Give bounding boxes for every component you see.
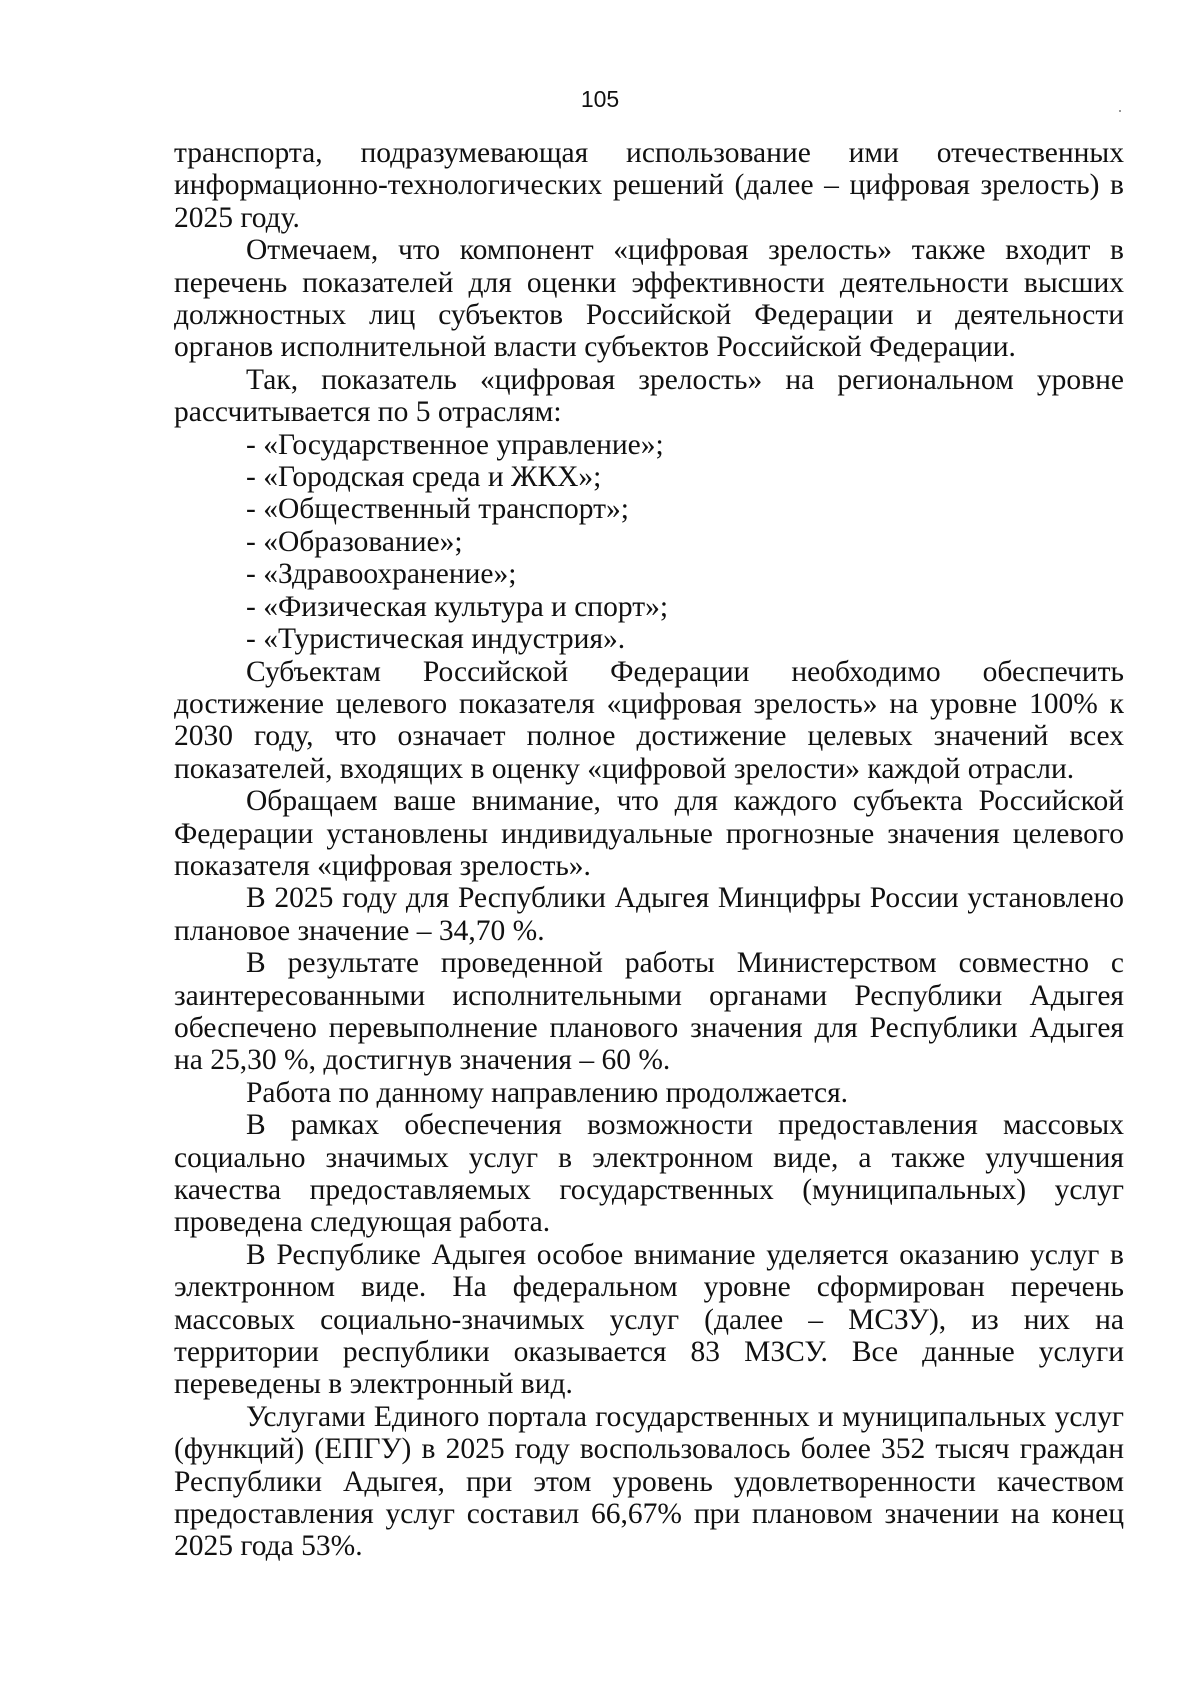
paragraph: транспорта, подразумевающая использование ими отечественных информационно-технологических решений (далее – цифровая зрелость) в 2025 году. xyxy=(174,137,1124,234)
list-item: - «Государственное управление»; xyxy=(246,428,664,461)
list-item: - «Здравоохранение»; xyxy=(246,558,517,591)
paragraph: В рамках обеспечения возможности предоставления массовых социально значимых услуг в электронном виде, а также улучшения качества предоставляемых государственных (муниципальных) услуг проведена следующая работа. xyxy=(174,1109,1124,1239)
paragraph: Субъектам Российской Федерации необходимо обеспечить достижение целевого показателя «цифровая зрелость» на уровне 100% к 2030 году, что означает полное достижение целевых значений всех показателей, входящих в оценку «цифровой зрелости» каждой отрасли. xyxy=(174,655,1124,785)
page-number: 105 xyxy=(580,86,620,112)
list-item: - «Физическая культура и спорт»; xyxy=(246,590,669,623)
paragraph: Работа по данному направлению продолжается. xyxy=(246,1076,849,1109)
paragraph: В 2025 году для Республики Адыгея Минцифры России установлено плановое значение – 34,70 %. xyxy=(174,882,1124,947)
paragraph: Обращаем ваше внимание, что для каждого субъекта Российской Федерации установлены индивидуальные прогнозные значения целевого показателя «цифровая зрелость». xyxy=(174,785,1124,882)
paragraph: Услугами Единого портала государственных и муниципальных услуг (функций) (ЕПГУ) в 2025 году воспользовалось более 352 тысяч граждан Республики Адыгея, при этом уровень удовлетворенности качеством предоставления услуг составил 66,67% при плановом значении на конец 2025 года 53%. xyxy=(174,1400,1124,1563)
body-text xyxy=(174,137,1124,1563)
paragraph: Отмечаем, что компонент «цифровая зрелость» также входит в перечень показателей для оценки эффективности деятельности высших должностных лиц субъектов Российской Федерации и деятельности органов исполнительной власти субъектов Российской Федерации. xyxy=(174,234,1124,364)
paragraph: Так, показатель «цифровая зрелость» на региональном уровне рассчитывается по 5 отраслям: xyxy=(174,363,1124,429)
list-item: - «Образование»; xyxy=(246,525,463,558)
list-item: - «Общественный транспорт»; xyxy=(246,493,629,526)
paragraph: В Республике Адыгея особое внимание уделяется оказанию услуг в электронном виде. На федеральном уровне сформирован перечень массовых социально-значимых услуг (далее – МСЗУ), из них на территории республики оказывается 83 МЗСУ. Все данные услуги переведены в электронный вид. xyxy=(174,1238,1124,1401)
list-item: - «Туристическая индустрия». xyxy=(246,623,626,656)
paragraph: В результате проведенной работы Министерством совместно с заинтересованными исполнительными органами Республики Адыгея обеспечено перевыполнение планового значения для Республики Адыгея на 25,30 %, достигнув значения – 60 %. xyxy=(174,947,1124,1077)
list-item: - «Городская среда и ЖКХ»; xyxy=(246,461,602,494)
